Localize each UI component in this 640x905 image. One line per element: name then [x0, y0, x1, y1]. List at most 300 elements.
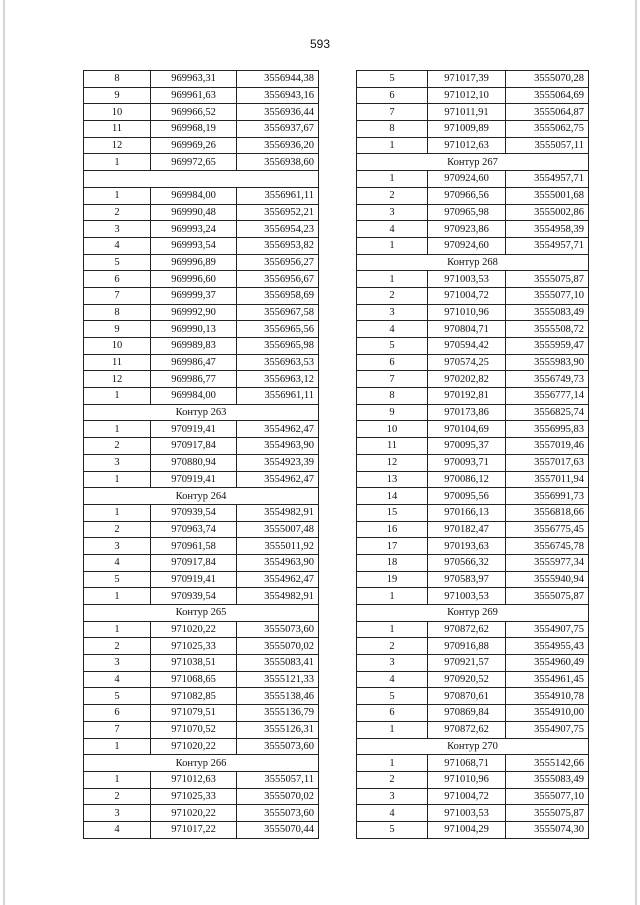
point-number-cell: 5	[84, 688, 151, 705]
x-coordinate-cell: 969969,26	[151, 137, 237, 154]
point-number-cell: 16	[357, 521, 428, 538]
point-number-cell: 18	[357, 554, 428, 571]
point-number-cell: 3	[84, 454, 151, 471]
coordinates-table-right	[356, 70, 589, 839]
x-coordinate-cell: 971068,71	[428, 755, 506, 772]
point-number-cell: 10	[357, 421, 428, 438]
blank-row	[84, 171, 319, 188]
x-coordinate-cell: 970921,57	[428, 655, 506, 672]
y-coordinate-cell: 3554958,39	[506, 221, 589, 238]
y-coordinate-cell: 3556963,12	[237, 371, 319, 388]
point-number-cell: 7	[357, 371, 428, 388]
contour-heading-row	[357, 254, 589, 271]
y-coordinate-cell: 3556965,56	[237, 321, 319, 338]
point-number-cell: 5	[357, 338, 428, 355]
table-row	[357, 671, 589, 688]
x-coordinate-cell: 969999,37	[151, 287, 237, 304]
x-coordinate-cell: 969984,00	[151, 388, 237, 405]
x-coordinate-cell: 969996,60	[151, 271, 237, 288]
point-number-cell: 14	[357, 488, 428, 505]
table-row	[357, 354, 589, 371]
y-coordinate-cell: 3556952,21	[237, 204, 319, 221]
x-coordinate-cell: 970920,52	[428, 671, 506, 688]
point-number-cell: 9	[84, 87, 151, 104]
point-number-cell: 4	[357, 221, 428, 238]
table-row	[357, 187, 589, 204]
point-number-cell: 1	[84, 421, 151, 438]
point-number-cell: 2	[84, 638, 151, 655]
point-number-cell: 9	[357, 404, 428, 421]
table-row	[84, 471, 319, 488]
point-number-cell: 3	[84, 805, 151, 822]
y-coordinate-cell: 3555077,10	[506, 287, 589, 304]
point-number-cell: 8	[357, 121, 428, 138]
y-coordinate-cell: 3556991,73	[506, 488, 589, 505]
table-row	[84, 621, 319, 638]
x-coordinate-cell: 971004,72	[428, 287, 506, 304]
y-coordinate-cell: 3555075,87	[506, 588, 589, 605]
y-coordinate-cell: 3556995,83	[506, 421, 589, 438]
x-coordinate-cell: 970924,60	[428, 237, 506, 254]
x-coordinate-cell: 969961,63	[151, 87, 237, 104]
contour-heading: Контур 263	[84, 404, 319, 421]
table-row	[84, 788, 319, 805]
y-coordinate-cell: 3555959,47	[506, 338, 589, 355]
x-coordinate-cell: 970939,54	[151, 588, 237, 605]
point-number-cell: 2	[357, 638, 428, 655]
x-coordinate-cell: 971010,96	[428, 771, 506, 788]
point-number-cell: 4	[357, 805, 428, 822]
table-row	[357, 771, 589, 788]
y-coordinate-cell: 3555073,60	[237, 738, 319, 755]
x-coordinate-cell: 969986,47	[151, 354, 237, 371]
point-number-cell: 1	[357, 721, 428, 738]
table-row	[357, 471, 589, 488]
y-coordinate-cell: 3556818,66	[506, 504, 589, 521]
y-coordinate-cell: 3554982,91	[237, 588, 319, 605]
point-number-cell: 5	[357, 688, 428, 705]
table-row	[357, 788, 589, 805]
y-coordinate-cell: 3556944,38	[237, 71, 319, 88]
x-coordinate-cell: 970917,84	[151, 438, 237, 455]
x-coordinate-cell: 970173,86	[428, 404, 506, 421]
table-row	[357, 538, 589, 555]
y-coordinate-cell: 3555075,87	[506, 271, 589, 288]
table-row	[84, 738, 319, 755]
x-coordinate-cell: 970566,32	[428, 554, 506, 571]
point-number-cell: 1	[84, 154, 151, 171]
table-row	[357, 421, 589, 438]
table-row	[357, 287, 589, 304]
contour-heading: Контур 269	[357, 605, 589, 622]
contour-heading	[84, 171, 319, 188]
point-number-cell: 1	[84, 738, 151, 755]
y-coordinate-cell: 3555007,48	[237, 521, 319, 538]
table-row	[84, 221, 319, 238]
contour-heading: Контур 268	[357, 254, 589, 271]
point-number-cell: 1	[84, 187, 151, 204]
table-row	[357, 621, 589, 638]
table-row	[84, 321, 319, 338]
table-row	[84, 421, 319, 438]
table-row	[357, 321, 589, 338]
y-coordinate-cell: 3554982,91	[237, 504, 319, 521]
y-coordinate-cell: 3556961,11	[237, 388, 319, 405]
y-coordinate-cell: 3557019,46	[506, 438, 589, 455]
point-number-cell: 2	[84, 521, 151, 538]
table-row	[84, 237, 319, 254]
table-row	[357, 438, 589, 455]
table-row	[84, 121, 319, 138]
point-number-cell: 3	[357, 655, 428, 672]
table-row	[84, 454, 319, 471]
y-coordinate-cell: 3556963,53	[237, 354, 319, 371]
x-coordinate-cell: 970919,41	[151, 421, 237, 438]
table-row	[84, 805, 319, 822]
x-coordinate-cell: 971020,22	[151, 621, 237, 638]
point-number-cell: 7	[357, 104, 428, 121]
table-row	[357, 237, 589, 254]
table-row	[84, 438, 319, 455]
x-coordinate-cell: 969968,19	[151, 121, 237, 138]
y-coordinate-cell: 3554962,47	[237, 571, 319, 588]
x-coordinate-cell: 971003,53	[428, 271, 506, 288]
point-number-cell: 1	[84, 471, 151, 488]
y-coordinate-cell: 3556967,58	[237, 304, 319, 321]
point-number-cell: 12	[84, 137, 151, 154]
table-row	[357, 721, 589, 738]
table-row	[357, 388, 589, 405]
point-number-cell: 1	[84, 621, 151, 638]
table-row	[84, 137, 319, 154]
y-coordinate-cell: 3555074,30	[506, 821, 589, 838]
x-coordinate-cell: 971017,22	[151, 821, 237, 838]
y-coordinate-cell: 3556777,14	[506, 388, 589, 405]
point-number-cell: 1	[357, 271, 428, 288]
table-row	[357, 371, 589, 388]
y-coordinate-cell: 3556954,23	[237, 221, 319, 238]
x-coordinate-cell: 970193,63	[428, 538, 506, 555]
point-number-cell: 2	[357, 187, 428, 204]
point-number-cell: 5	[357, 821, 428, 838]
table-row	[357, 104, 589, 121]
table-row	[84, 254, 319, 271]
point-number-cell: 2	[84, 438, 151, 455]
y-coordinate-cell: 3555011,92	[237, 538, 319, 555]
point-number-cell: 13	[357, 471, 428, 488]
x-coordinate-cell: 970923,86	[428, 221, 506, 238]
x-coordinate-cell: 969963,31	[151, 71, 237, 88]
y-coordinate-cell: 3554957,71	[506, 171, 589, 188]
table-row	[84, 388, 319, 405]
table-row	[84, 304, 319, 321]
x-coordinate-cell: 970583,97	[428, 571, 506, 588]
y-coordinate-cell: 3556956,27	[237, 254, 319, 271]
table-row	[357, 705, 589, 722]
y-coordinate-cell: 3554910,78	[506, 688, 589, 705]
point-number-cell: 4	[84, 554, 151, 571]
x-coordinate-cell: 970872,62	[428, 621, 506, 638]
x-coordinate-cell: 970104,69	[428, 421, 506, 438]
x-coordinate-cell: 970182,47	[428, 521, 506, 538]
x-coordinate-cell: 970961,58	[151, 538, 237, 555]
point-number-cell: 1	[357, 171, 428, 188]
point-number-cell: 3	[84, 538, 151, 555]
table-row	[357, 71, 589, 88]
table-row	[84, 87, 319, 104]
y-coordinate-cell: 3555070,28	[506, 71, 589, 88]
y-coordinate-cell: 3557017,63	[506, 454, 589, 471]
x-coordinate-cell: 970872,62	[428, 721, 506, 738]
point-number-cell: 5	[84, 571, 151, 588]
y-coordinate-cell: 3555075,87	[506, 805, 589, 822]
y-coordinate-cell: 3555126,31	[237, 721, 319, 738]
point-number-cell: 19	[357, 571, 428, 588]
x-coordinate-cell: 971068,65	[151, 671, 237, 688]
point-number-cell: 6	[357, 705, 428, 722]
point-number-cell: 1	[357, 137, 428, 154]
point-number-cell: 9	[84, 321, 151, 338]
point-number-cell: 1	[84, 588, 151, 605]
y-coordinate-cell: 3554963,90	[237, 438, 319, 455]
y-coordinate-cell: 3555070,44	[237, 821, 319, 838]
table-row	[84, 187, 319, 204]
point-number-cell: 1	[357, 755, 428, 772]
point-number-cell: 5	[357, 71, 428, 88]
x-coordinate-cell: 971012,63	[151, 771, 237, 788]
point-number-cell: 7	[84, 721, 151, 738]
table-row	[357, 454, 589, 471]
y-coordinate-cell: 3555136,79	[237, 705, 319, 722]
y-coordinate-cell: 3555121,33	[237, 671, 319, 688]
y-coordinate-cell: 3555940,94	[506, 571, 589, 588]
table-row	[357, 755, 589, 772]
y-coordinate-cell: 3554955,43	[506, 638, 589, 655]
point-number-cell: 4	[84, 671, 151, 688]
point-number-cell: 3	[357, 788, 428, 805]
table-row	[84, 705, 319, 722]
table-row	[357, 588, 589, 605]
y-coordinate-cell: 3555070,02	[237, 638, 319, 655]
y-coordinate-cell: 3555077,10	[506, 788, 589, 805]
point-number-cell: 17	[357, 538, 428, 555]
table-row	[357, 87, 589, 104]
x-coordinate-cell: 969972,65	[151, 154, 237, 171]
table-row	[84, 287, 319, 304]
table-row	[84, 204, 319, 221]
y-coordinate-cell: 3556938,60	[237, 154, 319, 171]
y-coordinate-cell: 3555073,60	[237, 805, 319, 822]
point-number-cell: 3	[84, 655, 151, 672]
point-number-cell: 12	[84, 371, 151, 388]
table-row	[357, 488, 589, 505]
x-coordinate-cell: 969986,77	[151, 371, 237, 388]
x-coordinate-cell: 971082,85	[151, 688, 237, 705]
point-number-cell: 8	[84, 304, 151, 321]
contour-heading: Контур 267	[357, 154, 589, 171]
point-number-cell: 1	[357, 237, 428, 254]
table-row	[84, 771, 319, 788]
y-coordinate-cell: 3554907,75	[506, 721, 589, 738]
x-coordinate-cell: 969990,48	[151, 204, 237, 221]
point-number-cell: 2	[84, 788, 151, 805]
table-row	[84, 538, 319, 555]
point-number-cell: 4	[84, 821, 151, 838]
x-coordinate-cell: 970880,94	[151, 454, 237, 471]
table-row	[84, 655, 319, 672]
y-coordinate-cell: 3556825,74	[506, 404, 589, 421]
table-row	[357, 204, 589, 221]
table-row	[357, 821, 589, 838]
y-coordinate-cell: 3554923,39	[237, 454, 319, 471]
y-coordinate-cell: 3555083,49	[506, 771, 589, 788]
contour-heading: Контур 264	[84, 488, 319, 505]
contour-heading-row	[84, 605, 319, 622]
y-coordinate-cell: 3556965,98	[237, 338, 319, 355]
contour-heading-row	[357, 738, 589, 755]
x-coordinate-cell: 970939,54	[151, 504, 237, 521]
y-coordinate-cell: 3556937,67	[237, 121, 319, 138]
table-row	[357, 638, 589, 655]
y-coordinate-cell: 3556961,11	[237, 187, 319, 204]
x-coordinate-cell: 969984,00	[151, 187, 237, 204]
table-row	[357, 171, 589, 188]
x-coordinate-cell: 971004,29	[428, 821, 506, 838]
x-coordinate-cell: 970086,12	[428, 471, 506, 488]
scan-edge-left	[3, 0, 5, 905]
x-coordinate-cell: 971003,53	[428, 588, 506, 605]
point-number-cell: 11	[84, 121, 151, 138]
point-number-cell: 10	[84, 104, 151, 121]
x-coordinate-cell: 970919,41	[151, 571, 237, 588]
point-number-cell: 2	[357, 771, 428, 788]
x-coordinate-cell: 970166,13	[428, 504, 506, 521]
y-coordinate-cell: 3554962,47	[237, 471, 319, 488]
y-coordinate-cell: 3554962,47	[237, 421, 319, 438]
x-coordinate-cell: 971020,22	[151, 805, 237, 822]
table-row	[84, 638, 319, 655]
y-coordinate-cell: 3556936,20	[237, 137, 319, 154]
x-coordinate-cell: 971012,63	[428, 137, 506, 154]
y-coordinate-cell: 3556958,69	[237, 287, 319, 304]
coordinates-table-left	[83, 70, 319, 839]
x-coordinate-cell: 971012,10	[428, 87, 506, 104]
x-coordinate-cell: 970966,56	[428, 187, 506, 204]
y-coordinate-cell: 3554907,75	[506, 621, 589, 638]
point-number-cell: 5	[84, 254, 151, 271]
table-row	[84, 154, 319, 171]
point-number-cell: 15	[357, 504, 428, 521]
y-coordinate-cell: 3555138,46	[237, 688, 319, 705]
x-coordinate-cell: 971009,89	[428, 121, 506, 138]
point-number-cell: 4	[357, 671, 428, 688]
x-coordinate-cell: 970963,74	[151, 521, 237, 538]
x-coordinate-cell: 971070,52	[151, 721, 237, 738]
point-number-cell: 2	[84, 204, 151, 221]
x-coordinate-cell: 971025,33	[151, 638, 237, 655]
y-coordinate-cell: 3554957,71	[506, 237, 589, 254]
table-row	[357, 121, 589, 138]
x-coordinate-cell: 970916,88	[428, 638, 506, 655]
x-coordinate-cell: 969992,90	[151, 304, 237, 321]
x-coordinate-cell: 970574,25	[428, 354, 506, 371]
point-number-cell: 6	[357, 87, 428, 104]
contour-heading-row	[84, 404, 319, 421]
table-row	[357, 404, 589, 421]
point-number-cell: 3	[357, 204, 428, 221]
y-coordinate-cell: 3554961,45	[506, 671, 589, 688]
x-coordinate-cell: 970919,41	[151, 471, 237, 488]
y-coordinate-cell: 3556775,45	[506, 521, 589, 538]
point-number-cell: 8	[357, 388, 428, 405]
table-row	[84, 688, 319, 705]
table-row	[84, 521, 319, 538]
x-coordinate-cell: 971025,33	[151, 788, 237, 805]
table-row	[84, 271, 319, 288]
x-coordinate-cell: 970869,84	[428, 705, 506, 722]
table-row	[357, 688, 589, 705]
table-row	[357, 571, 589, 588]
y-coordinate-cell: 3555062,75	[506, 121, 589, 138]
point-number-cell: 1	[84, 504, 151, 521]
x-coordinate-cell: 971020,22	[151, 738, 237, 755]
table-row	[84, 554, 319, 571]
x-coordinate-cell: 969993,54	[151, 237, 237, 254]
table-row	[357, 304, 589, 321]
y-coordinate-cell: 3554963,90	[237, 554, 319, 571]
x-coordinate-cell: 969990,13	[151, 321, 237, 338]
contour-heading-row	[357, 605, 589, 622]
table-row	[357, 504, 589, 521]
point-number-cell: 11	[357, 438, 428, 455]
scan-edge-right	[635, 0, 637, 905]
y-coordinate-cell: 3554910,00	[506, 705, 589, 722]
x-coordinate-cell: 971004,72	[428, 788, 506, 805]
point-number-cell: 6	[84, 271, 151, 288]
table-row	[84, 671, 319, 688]
y-coordinate-cell: 3555083,49	[506, 304, 589, 321]
point-number-cell: 1	[84, 771, 151, 788]
x-coordinate-cell: 969989,83	[151, 338, 237, 355]
point-number-cell: 4	[84, 237, 151, 254]
table-row	[357, 221, 589, 238]
x-coordinate-cell: 969993,24	[151, 221, 237, 238]
point-number-cell: 7	[84, 287, 151, 304]
table-row	[84, 354, 319, 371]
table-row	[84, 104, 319, 121]
table-row	[84, 504, 319, 521]
x-coordinate-cell: 969966,52	[151, 104, 237, 121]
y-coordinate-cell: 3555508,72	[506, 321, 589, 338]
point-number-cell: 3	[357, 304, 428, 321]
x-coordinate-cell: 971010,96	[428, 304, 506, 321]
y-coordinate-cell: 3555057,11	[237, 771, 319, 788]
x-coordinate-cell: 971011,91	[428, 104, 506, 121]
point-number-cell: 11	[84, 354, 151, 371]
table-row	[84, 371, 319, 388]
point-number-cell: 6	[357, 354, 428, 371]
table-row	[84, 338, 319, 355]
page-number: 593	[309, 37, 331, 51]
y-coordinate-cell: 3555064,69	[506, 87, 589, 104]
y-coordinate-cell: 3555977,34	[506, 554, 589, 571]
point-number-cell: 6	[84, 705, 151, 722]
point-number-cell: 8	[84, 71, 151, 88]
x-coordinate-cell: 970192,81	[428, 388, 506, 405]
y-coordinate-cell: 3556956,67	[237, 271, 319, 288]
y-coordinate-cell: 3556936,44	[237, 104, 319, 121]
table-row	[357, 271, 589, 288]
